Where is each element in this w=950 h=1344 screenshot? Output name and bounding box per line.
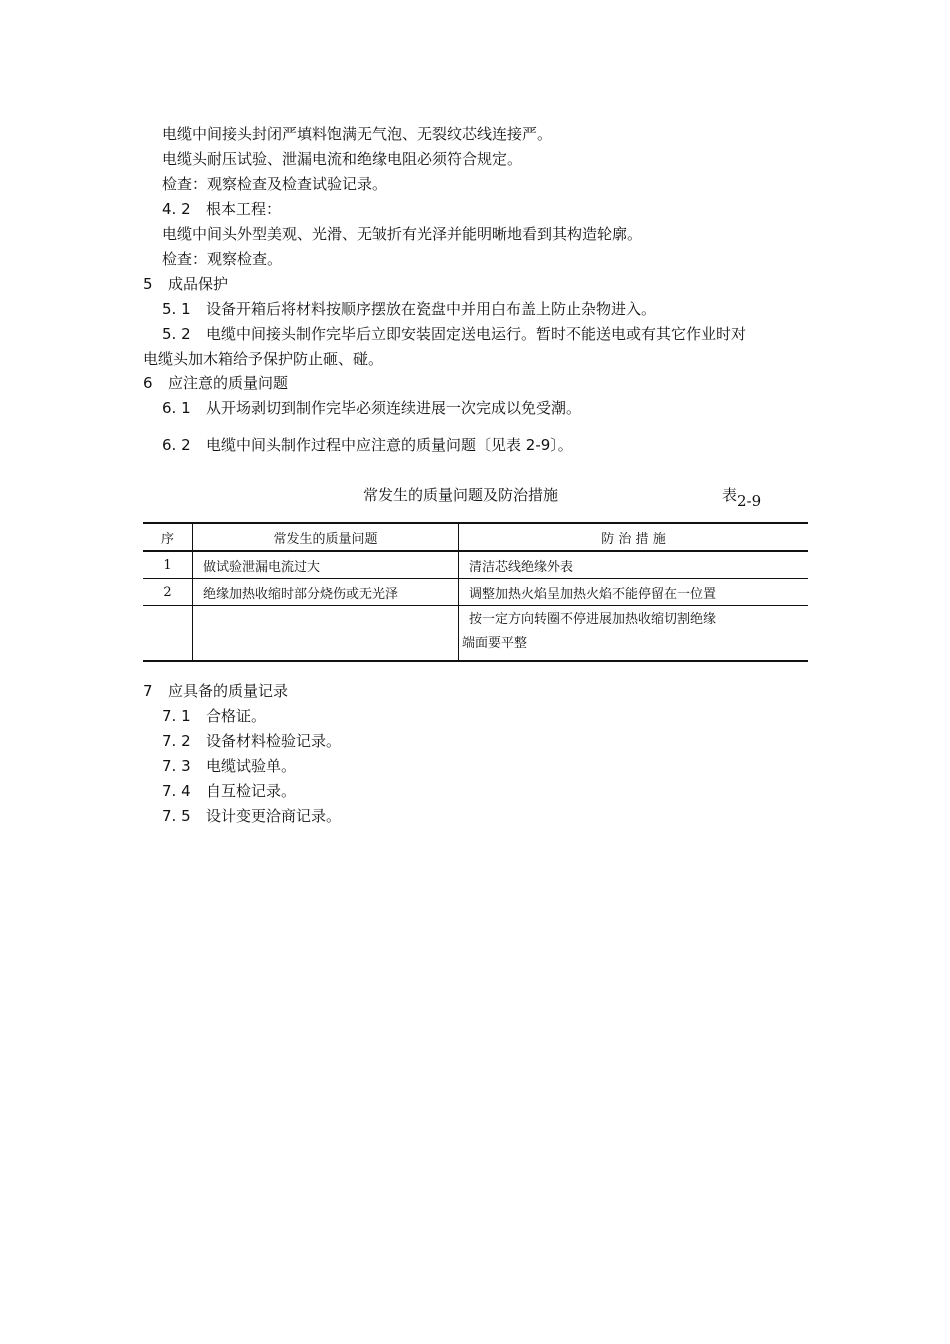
section-5-1 <box>162 299 656 319</box>
record-item <box>162 731 341 751</box>
header-no: 序 <box>143 523 193 551</box>
cell-problem: 绝缘加热收缩时部分烧伤或无光泽 <box>193 579 459 606</box>
paragraph: 电缆中间头外型美观、光滑、无皱折有光泽并能明晰地看到其构造轮廓。 <box>162 225 643 243</box>
section-title: 应注意的质量问题 <box>168 374 289 392</box>
quality-problems-table <box>143 522 808 662</box>
section-6-1 <box>162 398 581 418</box>
paragraph: 检查：观察检查。 <box>162 250 283 268</box>
cell-measure-line: 按一定方向转圈不停进展加热收缩切割绝缘 <box>469 612 717 627</box>
cell-measure <box>459 606 809 662</box>
record-item <box>162 806 341 826</box>
section-text: 设备开箱后将材料按顺序摆放在瓷盘中并用白布盖上防止杂物进入。 <box>206 300 657 318</box>
paragraph-continuation: 电缆头加木箱给予保护防止砸、碰。 <box>143 350 384 368</box>
paragraph: 电缆中间接头封闭严填料饱满无气泡、无裂纹芯线连接严。 <box>162 125 553 143</box>
section-number: 6 <box>143 374 153 392</box>
table-row <box>143 606 808 662</box>
record-item <box>162 706 266 726</box>
table-caption: 常发生的质量问题及防治措施 <box>363 486 559 504</box>
section-5-heading <box>143 274 228 294</box>
table-row <box>143 551 808 579</box>
table-row <box>143 579 808 606</box>
section-number: 7 <box>143 682 153 700</box>
cell-problem <box>193 606 459 662</box>
section-number: 7. 3 <box>162 757 191 775</box>
cell-no: 1 <box>143 551 193 579</box>
cell-measure: 调整加热火焰呈加热火焰不能停留在一位置 <box>459 579 809 606</box>
section-text: 从开场剥切到制作完毕必须连续进展一次完成以免受潮。 <box>206 399 582 417</box>
section-title: 成品保护 <box>168 275 229 293</box>
header-problem: 常发生的质量问题 <box>193 523 459 551</box>
section-6-2 <box>162 435 573 455</box>
record-text: 合格证。 <box>206 707 267 725</box>
record-item <box>162 756 296 776</box>
section-number: 7. 4 <box>162 782 191 800</box>
section-number: 7. 2 <box>162 732 191 750</box>
table-number <box>722 484 762 510</box>
section-number: 6. 2 <box>162 436 191 454</box>
record-text: 自互检记录。 <box>206 782 297 800</box>
section-number: 6. 1 <box>162 399 191 417</box>
table-header-row <box>143 523 808 551</box>
record-text: 设计变更洽商记录。 <box>206 807 342 825</box>
section-5-2 <box>162 324 746 344</box>
section-4-2 <box>162 199 281 219</box>
section-number: 5. 1 <box>162 300 191 318</box>
cell-problem: 做试验泄漏电流过大 <box>193 551 459 579</box>
section-6-heading <box>143 373 288 393</box>
paragraph: 电缆头耐压试验、泄漏电流和绝缘电阻必须符合规定。 <box>162 150 523 168</box>
paragraph: 检查：观察检查及检查试验记录。 <box>162 175 388 193</box>
cell-no <box>143 606 193 662</box>
table-number-value: 2-9 <box>737 492 762 510</box>
cell-measure-line: 端面要平整 <box>462 636 528 651</box>
section-text: 电缆中间头制作过程中应注意的质量问题〔见表 2-9〕。 <box>206 436 573 454</box>
section-text: 根本工程： <box>206 200 282 218</box>
section-title: 应具备的质量记录 <box>168 682 289 700</box>
cell-measure: 清洁芯线绝缘外表 <box>459 551 809 579</box>
header-measure: 防 治 措 施 <box>459 523 809 551</box>
section-number: 7. 5 <box>162 807 191 825</box>
record-text: 设备材料检验记录。 <box>206 732 342 750</box>
section-7-heading <box>143 681 288 701</box>
cell-no: 2 <box>143 579 193 606</box>
section-number: 5. 2 <box>162 325 191 343</box>
section-number: 5 <box>143 275 153 293</box>
table-number-prefix: 表 <box>722 486 738 504</box>
section-number: 7. 1 <box>162 707 191 725</box>
section-number: 4. 2 <box>162 200 191 218</box>
record-item <box>162 781 296 801</box>
record-text: 电缆试验单。 <box>206 757 297 775</box>
section-text: 电缆中间接头制作完毕后立即安装固定送电运行。暂时不能送电或有其它作业时对 <box>206 325 747 343</box>
